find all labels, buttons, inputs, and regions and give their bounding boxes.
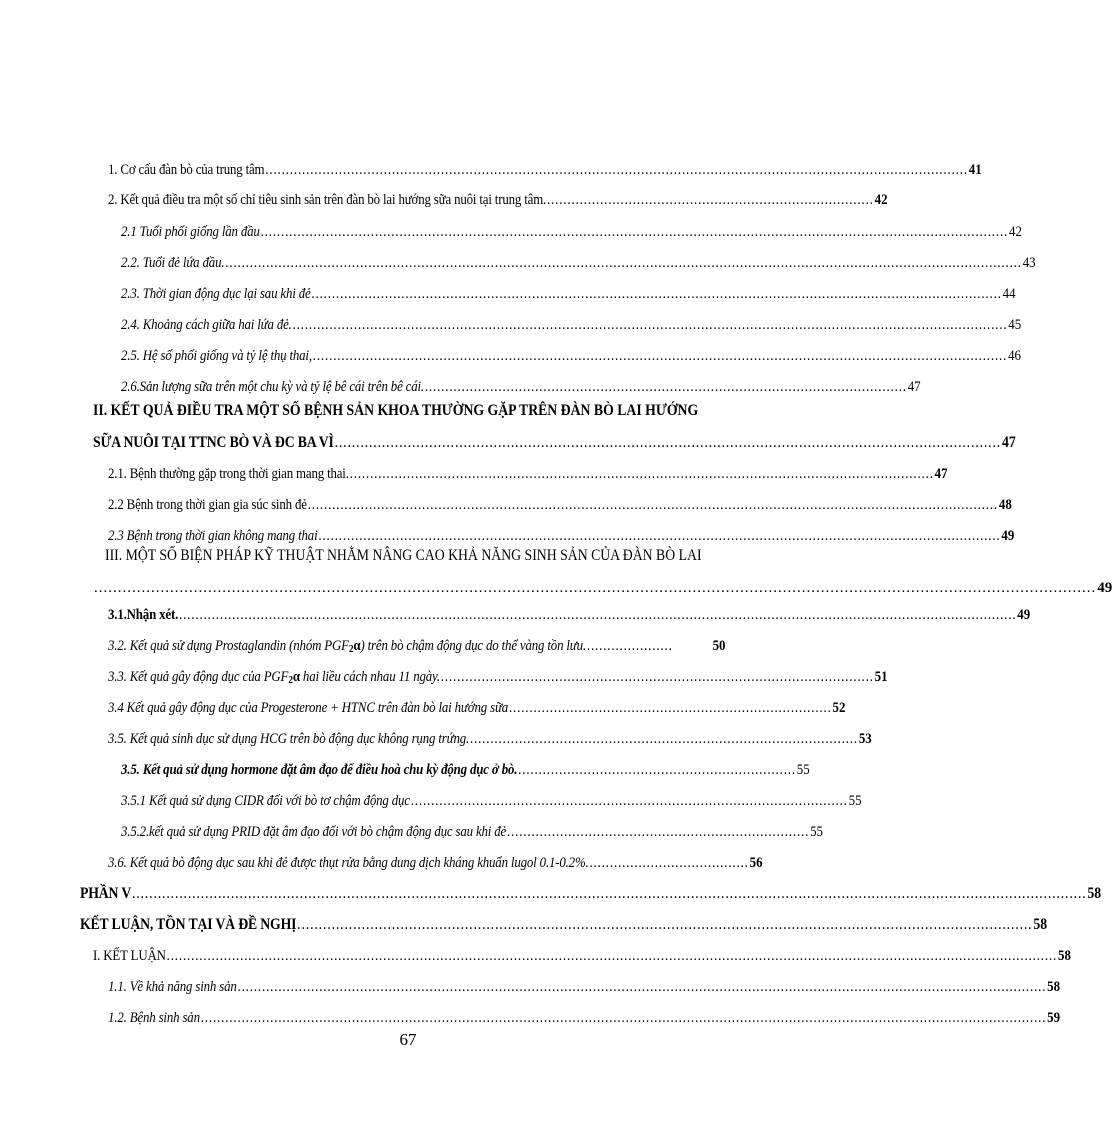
toc-leader-dots: ............................................................................................................................................... (349, 466, 934, 482)
toc-page-number: 49 (1001, 528, 1015, 544)
toc-entry (108, 636, 725, 659)
toc-page-number: 49 (1017, 607, 1031, 623)
toc-entry-title: 2.3. Thời gian động dục lại sau khi đẻ (121, 286, 311, 302)
toc-leader-dots: .......................................................................................................................................................................... (312, 348, 1008, 364)
toc-entry-title: 1.2. Bệnh sinh sản (108, 1010, 200, 1026)
toc-page-number: 47 (907, 379, 921, 395)
subscript: 2 (288, 674, 293, 686)
toc-entry-title: 2.4. Khoảng cách giữa hai lứa đẻ. (121, 317, 292, 333)
toc-entry-title (108, 636, 586, 659)
toc-entry-title: 3.1.Nhận xét. (108, 607, 179, 623)
toc-leader-dots: ...................................................................................................................... (424, 379, 907, 395)
toc-page-number: 44 (1002, 286, 1016, 302)
toc-entry (93, 433, 1016, 453)
toc-page-number: 41 (968, 162, 982, 178)
toc-entry (121, 377, 921, 397)
toc-entry (121, 222, 1022, 242)
toc-entry (108, 464, 948, 484)
toc-page-number: 51 (874, 669, 888, 685)
toc-leader-dots: ................................................................................................................................................................................................... (225, 255, 1022, 271)
toc-page-number: 42 (874, 192, 888, 208)
section-heading-line: II. KẾT QUẢ ĐIỀU TRA MỘT SỐ BỆNH SẢN KHOA THƯỜNG GẶP TRÊN ĐÀN BÒ LAI HƯỚNG (93, 402, 699, 419)
toc-page-number: 48 (998, 497, 1012, 513)
toc-page-number: 56 (749, 855, 763, 871)
toc-entry (93, 946, 1071, 966)
toc-entry (108, 853, 763, 873)
toc-entry-title: 2.2. Tuổi đẻ lứa đầu. (121, 255, 225, 271)
toc-entry (108, 698, 846, 718)
toc-page-number: 58 (1087, 885, 1102, 902)
toc-entry-title: 3.5. Kết quả sử dụng hormone đặt âm đạo để điều hoà chu kỳ động dục ở bò. (121, 762, 518, 778)
toc-leader-dots: .......................................................................................................... (440, 669, 874, 685)
toc-page-number: 45 (1008, 317, 1022, 333)
toc-entry-title: 2.1. Bệnh thường gặp trong thời gian mang thai. (108, 466, 349, 482)
toc-leader-dots: ........................................................................................................... (410, 793, 848, 809)
toc-leader-dots: ............................................................................................................................................................................... (292, 317, 1008, 333)
toc-leader-dots: ....................................................................................................................................................................... (318, 528, 1001, 544)
toc-entry (108, 729, 872, 749)
toc-entry-title: I. KẾT LUẬN (93, 948, 166, 964)
toc-entry (108, 977, 1061, 997)
toc-page-number: 43 (1022, 255, 1036, 271)
toc-entry (108, 1008, 1061, 1028)
toc-leader-dots: ......................................................................................................................................................................... (311, 286, 1002, 302)
toc-page-number: 50 (712, 638, 726, 654)
toc-entry-title: 2. Kết quả điều tra một số chỉ tiêu sinh sản trên đàn bò lai hướng sữa nuôi tại trung tâm. (108, 192, 547, 208)
toc-entry (80, 915, 1048, 935)
toc-entry (93, 578, 1112, 598)
toc-leader-dots: ................................................................................................................................................................................................................... (94, 580, 1097, 596)
section-heading-line: III. MỘT SỐ BIỆN PHÁP KỸ THUẬT NHẰM NÂNG CAO KHẢ NĂNG SINH SẢN CỦA ĐÀN BÒ LAI (105, 547, 702, 564)
toc-leader-dots: ..................... (586, 638, 673, 654)
toc-leader-dots: .................................................................... (518, 762, 796, 778)
toc-page-number: 55 (796, 762, 810, 778)
toc-entry-title: 2.5. Hệ số phối giống và tỷ lệ thụ thai, (121, 348, 312, 364)
toc-page-number: 52 (832, 700, 846, 716)
toc-leader-dots: ............................................................................... (508, 700, 832, 716)
toc-page-number: 42 (1008, 224, 1022, 240)
toc-entry-title: 2.1 Tuổi phối giống lần đầu (121, 224, 260, 240)
toc-leader-dots: .......................................................................... (506, 824, 810, 840)
toc-page-number: 58 (1033, 916, 1048, 933)
toc-leader-dots: .......................................................................................................................................................................................................................... (166, 948, 1058, 964)
toc-leader-dots: ........................................................................................................................................................... (334, 434, 1002, 451)
toc-entry-title: 3.4 Kết quả gây động dục của Progesterone + HTNC trên đàn bò lai hướng sữa (108, 700, 509, 716)
toc-entry (108, 667, 888, 690)
toc-title-part: 3.3. Kết quả gây động dục của PGF (108, 669, 289, 685)
toc-entry (121, 822, 824, 842)
toc-entry-title: SỮA NUÔI TẠI TTNC BÒ VÀ ĐC BA VÌ (93, 434, 334, 451)
toc-entry (121, 315, 1022, 335)
toc-page-number: 47 (934, 466, 948, 482)
toc-leader-dots: ....................................................................................................................................................................................... (260, 224, 1009, 240)
toc-leader-dots: ...................................................................................................................................................................................................... (237, 979, 1047, 995)
toc-entry-title: 1.1. Về khả năng sinh sản (108, 979, 237, 995)
toc-leader-dots: ............................................................................................... (469, 731, 859, 747)
toc-leader-dots: ................................................................................ (546, 192, 874, 208)
toc-entry (121, 760, 810, 780)
toc-page-number: 55 (848, 793, 862, 809)
toc-entry-title: 3.5.2.kết quả sử dụng PRID đặt âm đạo đối với bò chậm động dục sau khi đẻ (121, 824, 507, 840)
subscript: 2 (348, 643, 354, 655)
toc-leader-dots: ............................................................................................................................................................................................................. (179, 607, 1017, 623)
greek-alpha: α (353, 638, 361, 654)
toc-entry-title: 1. Cơ cấu đàn bò của trung tâm (108, 162, 265, 178)
greek-alpha: α (292, 669, 300, 685)
toc-entry-title: PHẦN V (80, 885, 132, 902)
toc-leader-dots: ........................................................................................................................................................................... (297, 916, 1033, 933)
toc-page-number: 58 (1058, 948, 1071, 964)
toc-leader-dots: .............................................................................................................................................................................................................................. (131, 885, 1087, 902)
toc-title-part: 3.2. Kết quả sử dụng Prostaglandin (nhóm PGF (108, 638, 349, 654)
toc-entry-title: 2.3 Bệnh trong thời gian không mang thai (108, 528, 318, 544)
toc-entry (108, 605, 1031, 625)
toc-entry-title: 3.6. Kết quả bò động dục sau khi đẻ được thụt rửa bằng dung dịch kháng khuẩn lugol 0.1-0.2%. (108, 855, 589, 871)
toc-entry (108, 190, 888, 210)
toc-entry-title: 3.5.1 Kết quả sử dụng CIDR đối với bò tơ chậm động dục (121, 793, 410, 809)
toc-entry (121, 791, 862, 811)
page-number: 67 (399, 1030, 417, 1049)
toc-entry (121, 284, 1016, 304)
toc-title-part: ) trên bò chậm động dục do thể vàng tồn lưu. (360, 638, 587, 654)
toc-entry (108, 160, 982, 180)
toc-entry-title: 2.2 Bệnh trong thời gian gia súc sinh đẻ (108, 497, 307, 513)
toc-entry (80, 884, 1102, 904)
toc-page-number: 53 (858, 731, 872, 747)
toc-entry-title (108, 667, 440, 690)
toc-leader-dots: ............................................................................................................................................................................ (265, 162, 968, 178)
toc-entry-title: KẾT LUẬN, TỒN TẠI VÀ ĐỀ NGHỊ (80, 916, 297, 933)
toc-entry (121, 253, 1036, 273)
toc-title-part: hai liều cách nhau 11 ngày. (299, 669, 440, 685)
toc-entry-title: 3.5. Kết quả sinh dục sử dụng HCG trên bò động dục không rụng trứng. (108, 731, 470, 747)
toc-page-number: 55 (810, 824, 824, 840)
toc-entry (121, 346, 1021, 366)
toc-page-number: 47 (1001, 434, 1016, 451)
toc-page-number: 46 (1008, 348, 1021, 364)
toc-leader-dots: ............................................................................................................................................................................................................... (200, 1010, 1047, 1026)
toc-leader-dots: ......................................................................................................................................................................... (307, 497, 999, 513)
toc-entry (108, 495, 1012, 515)
toc-leader-dots: ....................................... (589, 855, 749, 871)
toc-page-number: 59 (1047, 1010, 1061, 1026)
toc-entry (108, 526, 1015, 546)
toc-page-number: 58 (1047, 979, 1061, 995)
toc-page-number: 49 (1097, 580, 1112, 596)
toc-entry-title: 2.6.Sản lượng sữa trên một chu kỳ và tỷ lệ bê cái trên bê cái. (121, 379, 424, 395)
